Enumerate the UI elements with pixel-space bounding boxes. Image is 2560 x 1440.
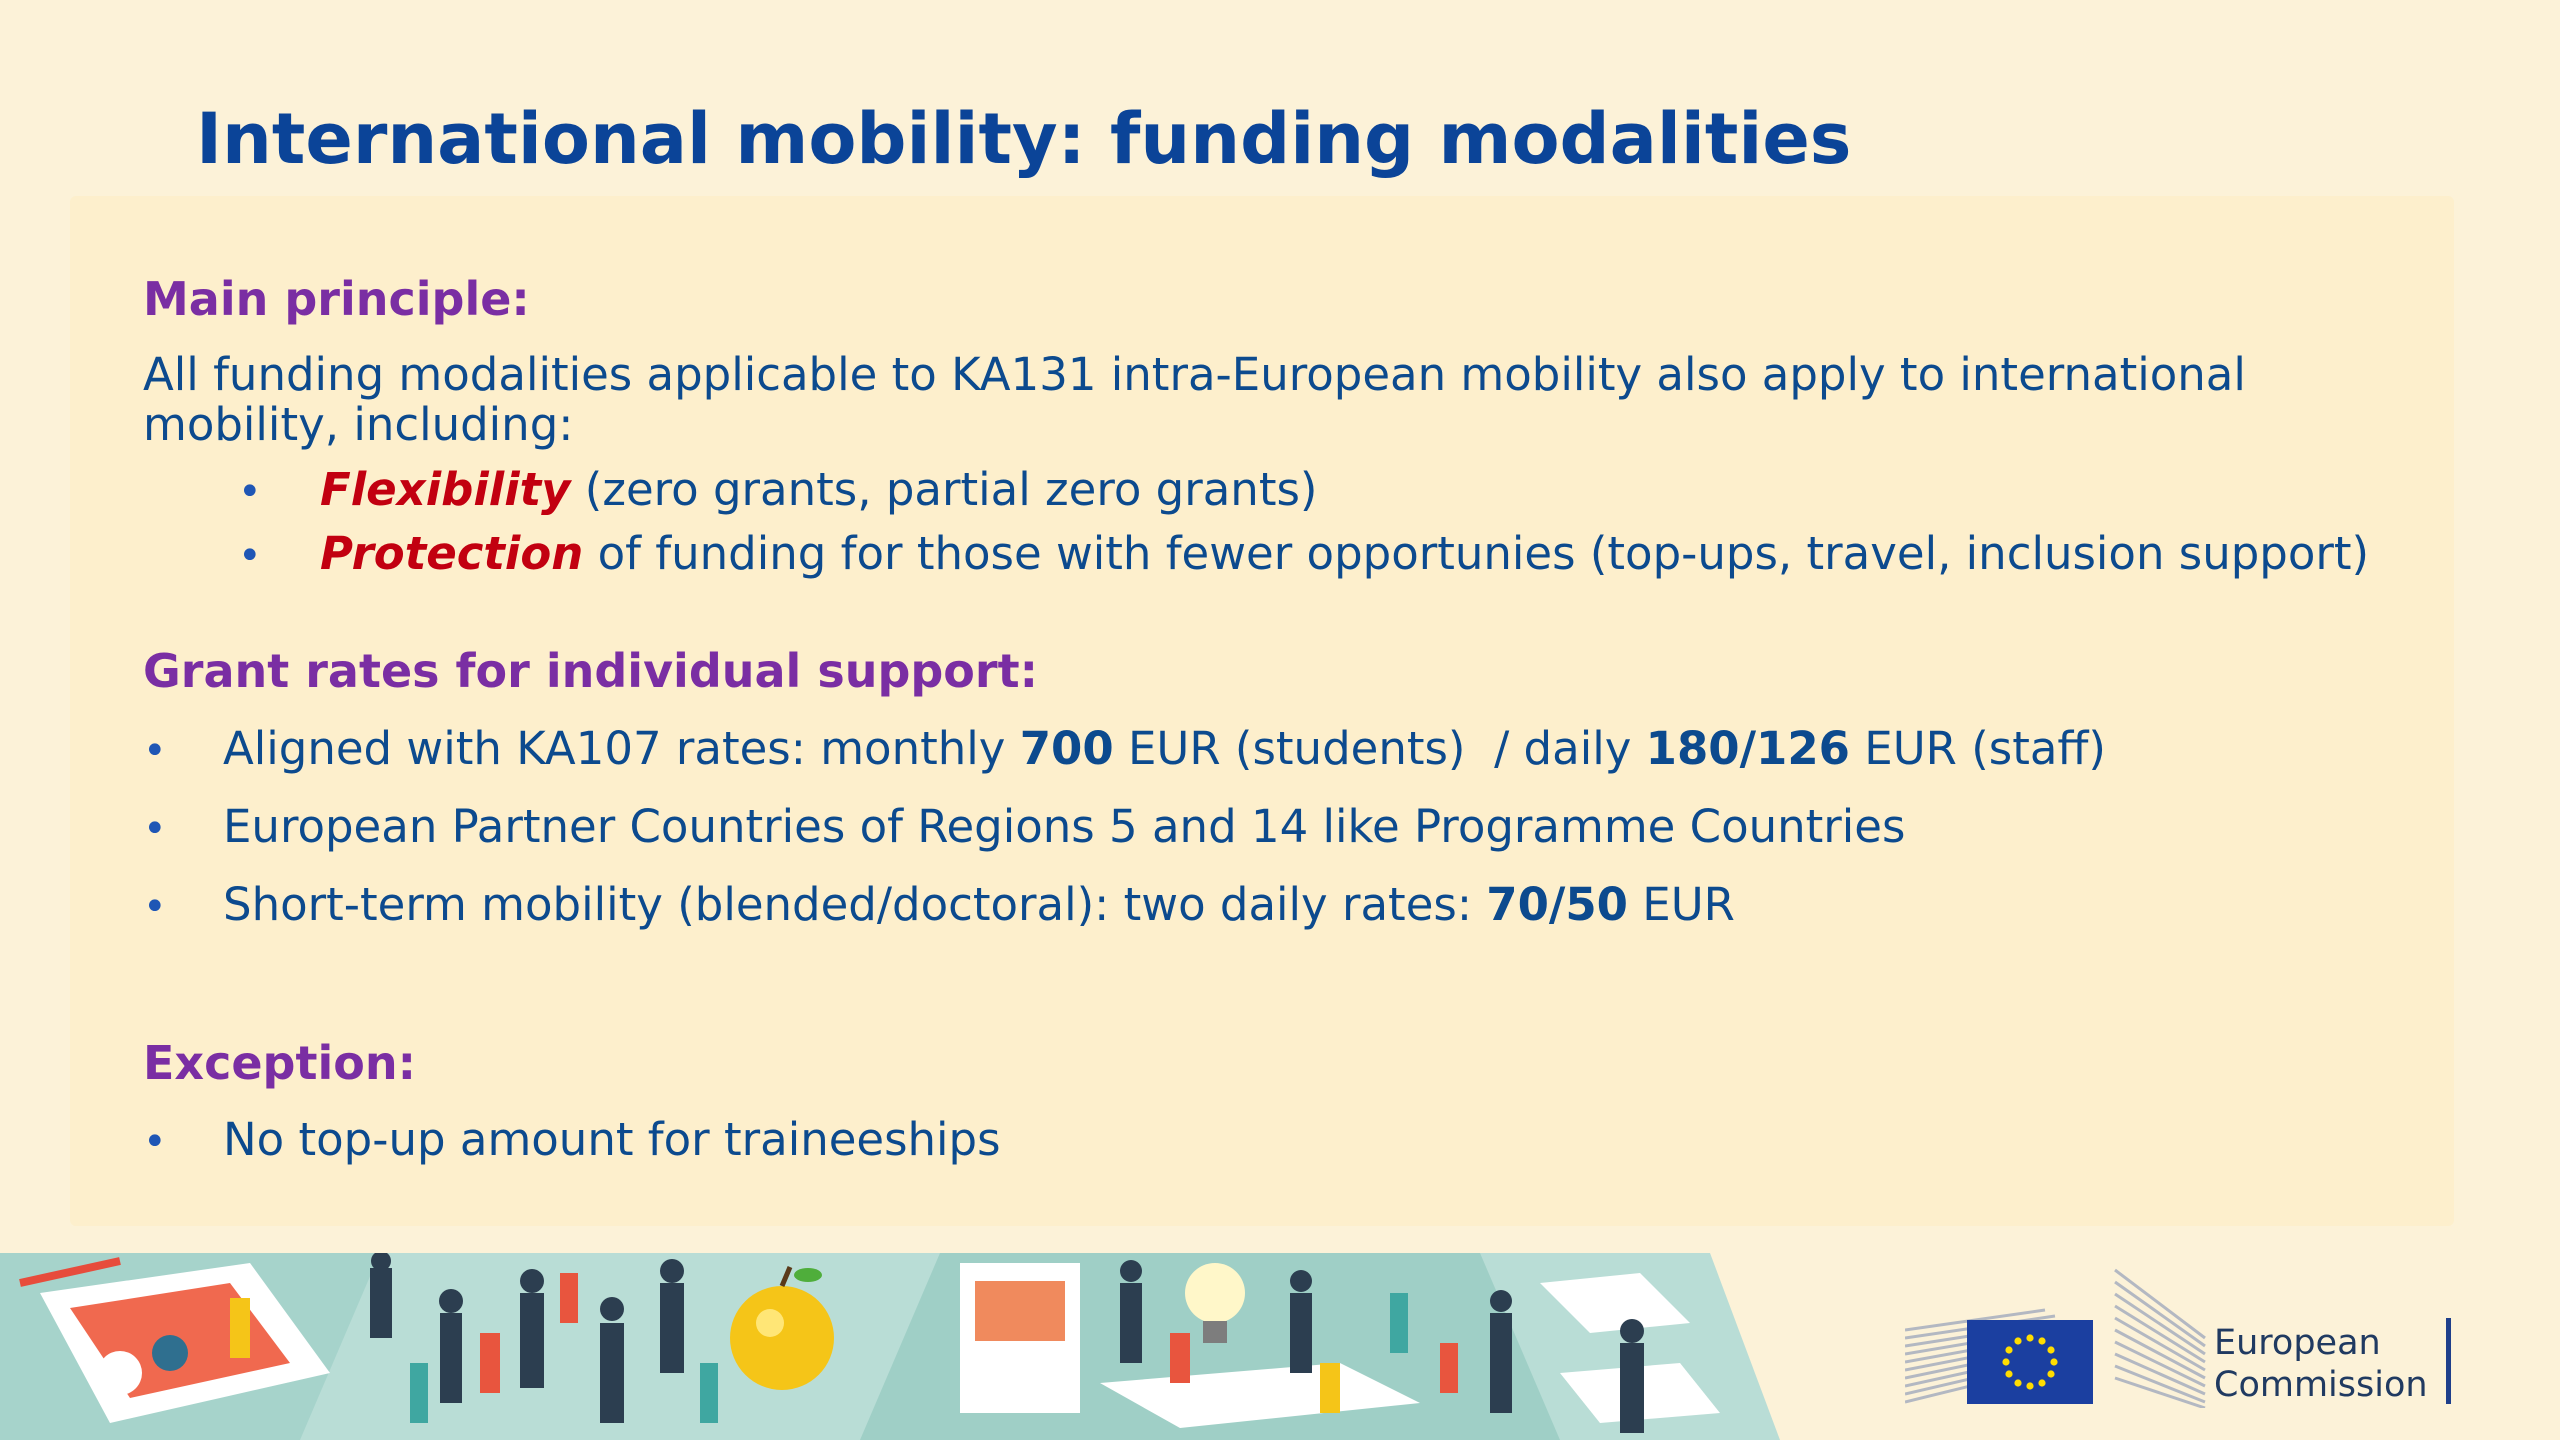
footer-illustration-graphic	[0, 1253, 1780, 1440]
bullet-icon: •	[143, 728, 167, 774]
ec-logo-text	[2214, 1322, 2428, 1406]
ka107-text-2: EUR (students) / daily	[1113, 722, 1646, 775]
paragraph-line-2: mobility, including:	[143, 398, 574, 451]
students-rate: 700	[1019, 722, 1114, 775]
flexibility-text: (zero grants, partial zero grants)	[570, 463, 1318, 516]
protection-text: of funding for those with fewer opportunies (top-ups, travel, inclusion support)	[583, 527, 2370, 580]
exception-heading: Exception:	[143, 1036, 416, 1090]
ec-logo-bar	[2446, 1318, 2451, 1404]
list-item-ka107-rates	[143, 724, 2106, 776]
slide-title: International mobility: funding modalities	[196, 98, 1852, 180]
main-principle-heading: Main principle:	[143, 272, 530, 326]
bullet-icon: •	[143, 1119, 167, 1165]
short-term-rates: 70/50	[1486, 878, 1628, 931]
bullet-icon: •	[238, 533, 262, 579]
bullet-icon: •	[238, 469, 262, 515]
ka107-text-3: EUR (staff)	[1849, 722, 2106, 775]
bullet-icon: •	[143, 806, 167, 852]
list-item-protection	[238, 529, 2369, 581]
partner-countries-text: European Partner Countries of Regions 5 and 14 like Programme Countries	[223, 800, 1906, 853]
main-principle-paragraph	[143, 350, 2443, 450]
grant-rates-heading: Grant rates for individual support:	[143, 644, 1038, 698]
short-term-text-1: Short-term mobility (blended/doctoral): two daily rates:	[223, 878, 1487, 931]
no-top-up-text: No top-up amount for traineeships	[223, 1113, 1001, 1166]
footer-illustration	[0, 1253, 1780, 1440]
list-item-no-top-up	[143, 1115, 1001, 1167]
bullet-icon: •	[143, 884, 167, 930]
staff-rate: 180/126	[1645, 722, 1850, 775]
ka107-text-1: Aligned with KA107 rates: monthly	[223, 722, 1020, 775]
ec-logo-line-1: European	[2214, 1323, 2381, 1363]
list-item-short-term	[143, 880, 1735, 932]
paragraph-line-1: All funding modalities applicable to KA131 intra-European mobility also apply to international	[143, 348, 2246, 401]
ec-logo-line-2: Commission	[2214, 1365, 2428, 1405]
protection-emphasis: Protection	[320, 527, 584, 580]
flexibility-emphasis: Flexibility	[320, 463, 571, 516]
short-term-text-2: EUR	[1627, 878, 1735, 931]
list-item-partner-countries	[143, 802, 1905, 854]
list-item-flexibility	[238, 465, 1317, 517]
